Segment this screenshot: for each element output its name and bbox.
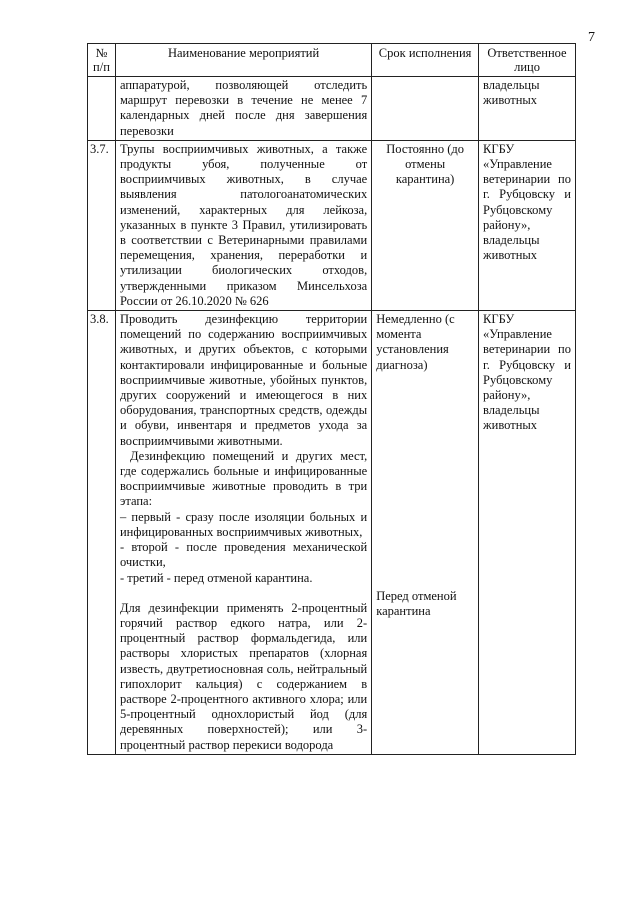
table-row <box>88 311 576 755</box>
row-num <box>88 77 116 141</box>
header-num: № п/п <box>88 44 116 77</box>
header-action: Наименование мероприятий <box>115 44 371 77</box>
row-responsible: КГБУ «Управление ветеринарии по г. Рубцовску и Рубцовскому району», владельцы животных <box>479 311 576 755</box>
table-row <box>88 77 576 141</box>
measures-table <box>87 43 576 755</box>
action-paragraph: Для дезинфекции применять 2-процентный горячий раствор едкого натра, или 2-процентный раствор формальдегида, или растворы хлористых препаратов (хлорная известь, двутретиосновная соль, нейтральный гипохлорит кальция) с содержанием в растворе 2-процентного активного хлора; или 5-процентный однохлористый йод (для деревянных поверхностей); или 3-процентный раствор перекиси водорода <box>119 600 368 752</box>
action-step: - третий - перед отменой карантина. <box>119 570 313 585</box>
action-paragraph: Проводить дезинфекцию территории помещений по содержанию восприимчивых животных, и других объектов, с которыми контактировали инфицированные и больные восприимчивые животные, убойных пунктов, других сооружений и имеющегося в них оборудования, транспортных средств, одежды и обуви, инвентаря и предметов ухода за восприимчивыми животными. <box>119 312 368 448</box>
row-term: Немедленно (с момента установления диагноза) <box>376 312 455 372</box>
row-action: Трупы восприимчивых животных, а также продукты убоя, полученные от восприимчивых животных, в случае выявления патологоанатомических изменений, характерных для лейкоза, указанных в пункте 3 Правил, утилизировать в соответствии с Ветеринарными правилами перемещения, хранения, переработки и утилизации биологических отходов, утвержденными приказом Минсельхоза России от 26.10.2020 № 626 <box>115 140 371 310</box>
row-term-cell <box>372 311 479 755</box>
action-step: - второй - после проведения механической очистки, <box>119 540 368 570</box>
action-step: – первый - сразу после изоляции больных и инфицированных восприимчивых животных, <box>119 509 368 539</box>
row-action <box>115 311 371 755</box>
header-responsible: Ответственное лицо <box>479 44 576 77</box>
table-header-row <box>88 44 576 77</box>
row-term <box>372 77 479 141</box>
row-term: Постоянно (до отмены карантина) <box>372 140 479 310</box>
table-row <box>88 140 576 310</box>
row-action: аппаратурой, позволяющей отследить маршрут перевозки в течение не менее 7 календарных дней после дня завершения перевозки <box>115 77 371 141</box>
row-responsible: владельцы животных <box>479 77 576 141</box>
header-term: Срок исполнения <box>372 44 479 77</box>
row-num: 3.7. <box>88 140 116 310</box>
row-term-2: Перед отменой карантина <box>376 588 457 619</box>
action-paragraph: Дезинфекцию помещений и других мест, где содержались больные и инфицированные восприимчивые животные проводить в три этапа: <box>119 448 368 509</box>
row-num: 3.8. <box>88 311 116 755</box>
page-number: 7 <box>588 30 595 45</box>
row-responsible: КГБУ «Управление ветеринарии по г. Рубцовску и Рубцовскому району», владельцы животных <box>479 140 576 310</box>
